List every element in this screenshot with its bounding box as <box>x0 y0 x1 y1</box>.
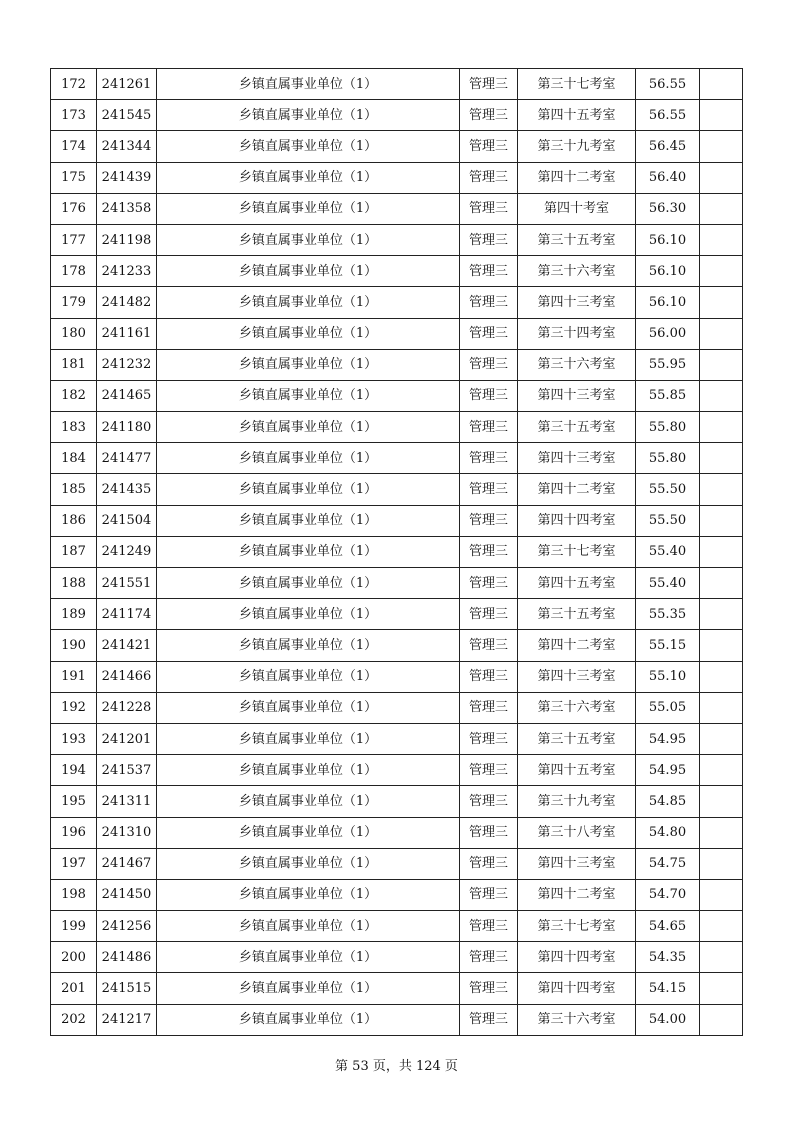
table-row <box>51 1004 743 1035</box>
cell-unit: 乡镇直属事业单位（1） <box>157 692 460 723</box>
cell-exam-room: 第四十二考室 <box>518 474 636 505</box>
cell-unit: 乡镇直属事业单位（1） <box>157 536 460 567</box>
cell-exam-id: 241435 <box>97 474 157 505</box>
cell-seq-no: 190 <box>51 630 97 661</box>
cell-seq-no: 176 <box>51 193 97 224</box>
cell-exam-id: 241311 <box>97 786 157 817</box>
cell-exam-id: 241261 <box>97 69 157 100</box>
cell-note <box>700 131 743 162</box>
cell-category: 管理三 <box>460 256 518 287</box>
cell-exam-room: 第三十五考室 <box>518 599 636 630</box>
cell-score: 56.40 <box>636 162 700 193</box>
cell-exam-id: 241232 <box>97 349 157 380</box>
cell-category: 管理三 <box>460 630 518 661</box>
table-row <box>51 69 743 100</box>
cell-score: 54.85 <box>636 786 700 817</box>
cell-unit: 乡镇直属事业单位（1） <box>157 879 460 910</box>
cell-unit: 乡镇直属事业单位（1） <box>157 786 460 817</box>
cell-seq-no: 196 <box>51 817 97 848</box>
cell-note <box>700 318 743 349</box>
cell-exam-room: 第三十六考室 <box>518 692 636 723</box>
cell-unit: 乡镇直属事业单位（1） <box>157 755 460 786</box>
cell-category: 管理三 <box>460 131 518 162</box>
cell-note <box>700 193 743 224</box>
cell-exam-room: 第四十考室 <box>518 193 636 224</box>
table-row <box>51 380 743 411</box>
cell-score: 55.50 <box>636 505 700 536</box>
table-row <box>51 131 743 162</box>
cell-exam-room: 第四十三考室 <box>518 287 636 318</box>
cell-unit: 乡镇直属事业单位（1） <box>157 131 460 162</box>
cell-note <box>700 256 743 287</box>
cell-score: 54.75 <box>636 848 700 879</box>
cell-unit: 乡镇直属事业单位（1） <box>157 599 460 630</box>
cell-exam-room: 第四十五考室 <box>518 568 636 599</box>
cell-seq-no: 181 <box>51 349 97 380</box>
cell-exam-room: 第三十六考室 <box>518 349 636 380</box>
cell-exam-room: 第四十三考室 <box>518 848 636 879</box>
cell-exam-id: 241217 <box>97 1004 157 1035</box>
cell-score: 55.15 <box>636 630 700 661</box>
cell-seq-no: 184 <box>51 443 97 474</box>
table-row <box>51 630 743 661</box>
table-row <box>51 224 743 255</box>
table-row <box>51 474 743 505</box>
cell-category: 管理三 <box>460 692 518 723</box>
table-row <box>51 723 743 754</box>
cell-category: 管理三 <box>460 1004 518 1035</box>
cell-unit: 乡镇直属事业单位（1） <box>157 911 460 942</box>
cell-unit: 乡镇直属事业单位（1） <box>157 474 460 505</box>
cell-unit: 乡镇直属事业单位（1） <box>157 224 460 255</box>
table-row <box>51 536 743 567</box>
cell-score: 54.95 <box>636 755 700 786</box>
cell-unit: 乡镇直属事业单位（1） <box>157 568 460 599</box>
cell-exam-room: 第四十三考室 <box>518 380 636 411</box>
cell-category: 管理三 <box>460 723 518 754</box>
cell-exam-room: 第四十三考室 <box>518 443 636 474</box>
cell-unit: 乡镇直属事业单位（1） <box>157 942 460 973</box>
cell-note <box>700 100 743 131</box>
cell-note <box>700 505 743 536</box>
cell-exam-room: 第三十九考室 <box>518 131 636 162</box>
page-footer <box>0 1055 793 1074</box>
table-row <box>51 848 743 879</box>
cell-seq-no: 193 <box>51 723 97 754</box>
table-row <box>51 193 743 224</box>
cell-category: 管理三 <box>460 443 518 474</box>
cell-seq-no: 199 <box>51 911 97 942</box>
cell-exam-room: 第三十六考室 <box>518 1004 636 1035</box>
cell-category: 管理三 <box>460 661 518 692</box>
cell-score: 54.15 <box>636 973 700 1004</box>
cell-exam-id: 241180 <box>97 412 157 443</box>
cell-exam-room: 第四十二考室 <box>518 162 636 193</box>
page-number-text: 第 53 页，共 124 页 <box>335 1059 458 1074</box>
cell-unit: 乡镇直属事业单位（1） <box>157 505 460 536</box>
cell-note <box>700 786 743 817</box>
cell-unit: 乡镇直属事业单位（1） <box>157 69 460 100</box>
cell-category: 管理三 <box>460 69 518 100</box>
cell-unit: 乡镇直属事业单位（1） <box>157 848 460 879</box>
cell-exam-id: 241228 <box>97 692 157 723</box>
cell-category: 管理三 <box>460 318 518 349</box>
cell-exam-room: 第四十五考室 <box>518 755 636 786</box>
cell-score: 56.10 <box>636 256 700 287</box>
table-row <box>51 817 743 848</box>
cell-exam-room: 第三十五考室 <box>518 412 636 443</box>
cell-exam-id: 241358 <box>97 193 157 224</box>
cell-exam-room: 第三十五考室 <box>518 224 636 255</box>
cell-category: 管理三 <box>460 942 518 973</box>
cell-exam-id: 241439 <box>97 162 157 193</box>
table-row <box>51 412 743 443</box>
cell-exam-room: 第三十五考室 <box>518 723 636 754</box>
cell-note <box>700 536 743 567</box>
cell-score: 54.00 <box>636 1004 700 1035</box>
cell-score: 55.85 <box>636 380 700 411</box>
cell-note <box>700 568 743 599</box>
cell-unit: 乡镇直属事业单位（1） <box>157 973 460 1004</box>
cell-seq-no: 175 <box>51 162 97 193</box>
cell-exam-room: 第三十七考室 <box>518 536 636 567</box>
cell-unit: 乡镇直属事业单位（1） <box>157 817 460 848</box>
cell-exam-room: 第四十二考室 <box>518 879 636 910</box>
cell-category: 管理三 <box>460 973 518 1004</box>
cell-exam-id: 241551 <box>97 568 157 599</box>
cell-category: 管理三 <box>460 224 518 255</box>
cell-exam-id: 241504 <box>97 505 157 536</box>
cell-score: 56.55 <box>636 100 700 131</box>
table-row <box>51 692 743 723</box>
cell-exam-id: 241201 <box>97 723 157 754</box>
cell-note <box>700 911 743 942</box>
cell-note <box>700 848 743 879</box>
cell-category: 管理三 <box>460 568 518 599</box>
cell-score: 55.05 <box>636 692 700 723</box>
cell-unit: 乡镇直属事业单位（1） <box>157 349 460 380</box>
cell-score: 54.35 <box>636 942 700 973</box>
cell-category: 管理三 <box>460 380 518 411</box>
table-row <box>51 599 743 630</box>
cell-exam-id: 241545 <box>97 100 157 131</box>
cell-exam-id: 241515 <box>97 973 157 1004</box>
cell-unit: 乡镇直属事业单位（1） <box>157 380 460 411</box>
cell-score: 56.00 <box>636 318 700 349</box>
cell-seq-no: 187 <box>51 536 97 567</box>
cell-score: 55.40 <box>636 536 700 567</box>
cell-exam-id: 241249 <box>97 536 157 567</box>
cell-category: 管理三 <box>460 100 518 131</box>
cell-note <box>700 630 743 661</box>
cell-exam-room: 第三十六考室 <box>518 256 636 287</box>
cell-unit: 乡镇直属事业单位（1） <box>157 723 460 754</box>
cell-unit: 乡镇直属事业单位（1） <box>157 256 460 287</box>
table-row <box>51 879 743 910</box>
cell-exam-id: 241467 <box>97 848 157 879</box>
cell-category: 管理三 <box>460 536 518 567</box>
cell-category: 管理三 <box>460 287 518 318</box>
cell-note <box>700 380 743 411</box>
cell-score: 54.95 <box>636 723 700 754</box>
cell-unit: 乡镇直属事业单位（1） <box>157 630 460 661</box>
table-row <box>51 942 743 973</box>
cell-note <box>700 817 743 848</box>
cell-note <box>700 69 743 100</box>
cell-exam-id: 241256 <box>97 911 157 942</box>
cell-exam-id: 241198 <box>97 224 157 255</box>
table-row <box>51 755 743 786</box>
cell-exam-id: 241465 <box>97 380 157 411</box>
cell-note <box>700 755 743 786</box>
cell-category: 管理三 <box>460 786 518 817</box>
cell-seq-no: 192 <box>51 692 97 723</box>
cell-unit: 乡镇直属事业单位（1） <box>157 162 460 193</box>
cell-score: 55.95 <box>636 349 700 380</box>
cell-note <box>700 162 743 193</box>
cell-exam-room: 第三十八考室 <box>518 817 636 848</box>
cell-score: 55.80 <box>636 412 700 443</box>
cell-note <box>700 879 743 910</box>
table-row <box>51 505 743 536</box>
cell-note <box>700 287 743 318</box>
table-row <box>51 661 743 692</box>
cell-exam-room: 第四十四考室 <box>518 973 636 1004</box>
cell-unit: 乡镇直属事业单位（1） <box>157 287 460 318</box>
cell-note <box>700 474 743 505</box>
cell-note <box>700 661 743 692</box>
cell-exam-id: 241233 <box>97 256 157 287</box>
table-row <box>51 568 743 599</box>
score-table <box>50 68 743 1036</box>
cell-score: 55.10 <box>636 661 700 692</box>
cell-category: 管理三 <box>460 755 518 786</box>
cell-unit: 乡镇直属事业单位（1） <box>157 1004 460 1035</box>
cell-note <box>700 443 743 474</box>
cell-exam-room: 第三十七考室 <box>518 911 636 942</box>
cell-note <box>700 692 743 723</box>
cell-note <box>700 224 743 255</box>
cell-exam-id: 241174 <box>97 599 157 630</box>
cell-seq-no: 189 <box>51 599 97 630</box>
cell-note <box>700 942 743 973</box>
table-row <box>51 162 743 193</box>
cell-seq-no: 179 <box>51 287 97 318</box>
cell-note <box>700 349 743 380</box>
cell-unit: 乡镇直属事业单位（1） <box>157 661 460 692</box>
cell-seq-no: 197 <box>51 848 97 879</box>
cell-score: 55.80 <box>636 443 700 474</box>
cell-exam-id: 241537 <box>97 755 157 786</box>
cell-seq-no: 180 <box>51 318 97 349</box>
cell-category: 管理三 <box>460 817 518 848</box>
cell-score: 55.40 <box>636 568 700 599</box>
cell-exam-id: 241450 <box>97 879 157 910</box>
cell-note <box>700 723 743 754</box>
cell-category: 管理三 <box>460 911 518 942</box>
cell-exam-room: 第三十七考室 <box>518 69 636 100</box>
cell-category: 管理三 <box>460 412 518 443</box>
cell-category: 管理三 <box>460 162 518 193</box>
cell-note <box>700 973 743 1004</box>
cell-seq-no: 200 <box>51 942 97 973</box>
table-body <box>51 69 743 1036</box>
cell-seq-no: 182 <box>51 380 97 411</box>
cell-exam-room: 第三十九考室 <box>518 786 636 817</box>
cell-unit: 乡镇直属事业单位（1） <box>157 100 460 131</box>
cell-exam-id: 241161 <box>97 318 157 349</box>
cell-score: 56.30 <box>636 193 700 224</box>
cell-seq-no: 177 <box>51 224 97 255</box>
cell-note <box>700 599 743 630</box>
table-row <box>51 100 743 131</box>
cell-seq-no: 202 <box>51 1004 97 1035</box>
cell-seq-no: 172 <box>51 69 97 100</box>
cell-exam-room: 第四十五考室 <box>518 100 636 131</box>
cell-exam-id: 241482 <box>97 287 157 318</box>
cell-category: 管理三 <box>460 193 518 224</box>
cell-score: 56.55 <box>636 69 700 100</box>
table-row <box>51 911 743 942</box>
cell-exam-id: 241466 <box>97 661 157 692</box>
cell-unit: 乡镇直属事业单位（1） <box>157 412 460 443</box>
cell-seq-no: 188 <box>51 568 97 599</box>
cell-seq-no: 178 <box>51 256 97 287</box>
cell-exam-id: 241421 <box>97 630 157 661</box>
cell-exam-room: 第三十四考室 <box>518 318 636 349</box>
cell-score: 56.10 <box>636 224 700 255</box>
cell-exam-id: 241477 <box>97 443 157 474</box>
cell-exam-room: 第四十二考室 <box>518 630 636 661</box>
table-row <box>51 318 743 349</box>
cell-seq-no: 201 <box>51 973 97 1004</box>
table-row <box>51 287 743 318</box>
cell-category: 管理三 <box>460 848 518 879</box>
table-row <box>51 443 743 474</box>
table-row <box>51 256 743 287</box>
cell-seq-no: 195 <box>51 786 97 817</box>
cell-unit: 乡镇直属事业单位（1） <box>157 193 460 224</box>
cell-category: 管理三 <box>460 474 518 505</box>
cell-exam-id: 241310 <box>97 817 157 848</box>
cell-category: 管理三 <box>460 879 518 910</box>
cell-score: 54.80 <box>636 817 700 848</box>
cell-seq-no: 173 <box>51 100 97 131</box>
cell-seq-no: 186 <box>51 505 97 536</box>
cell-note <box>700 412 743 443</box>
cell-note <box>700 1004 743 1035</box>
table-row <box>51 349 743 380</box>
cell-exam-id: 241344 <box>97 131 157 162</box>
cell-exam-room: 第四十四考室 <box>518 505 636 536</box>
cell-seq-no: 198 <box>51 879 97 910</box>
cell-score: 54.65 <box>636 911 700 942</box>
cell-seq-no: 174 <box>51 131 97 162</box>
cell-score: 56.10 <box>636 287 700 318</box>
cell-score: 54.70 <box>636 879 700 910</box>
cell-unit: 乡镇直属事业单位（1） <box>157 443 460 474</box>
cell-score: 55.35 <box>636 599 700 630</box>
cell-seq-no: 185 <box>51 474 97 505</box>
cell-exam-room: 第四十三考室 <box>518 661 636 692</box>
cell-score: 56.45 <box>636 131 700 162</box>
cell-seq-no: 191 <box>51 661 97 692</box>
table-row <box>51 786 743 817</box>
cell-unit: 乡镇直属事业单位（1） <box>157 318 460 349</box>
cell-exam-id: 241486 <box>97 942 157 973</box>
cell-score: 55.50 <box>636 474 700 505</box>
cell-category: 管理三 <box>460 599 518 630</box>
cell-seq-no: 183 <box>51 412 97 443</box>
cell-exam-room: 第四十四考室 <box>518 942 636 973</box>
cell-category: 管理三 <box>460 505 518 536</box>
cell-category: 管理三 <box>460 349 518 380</box>
cell-seq-no: 194 <box>51 755 97 786</box>
table-row <box>51 973 743 1004</box>
